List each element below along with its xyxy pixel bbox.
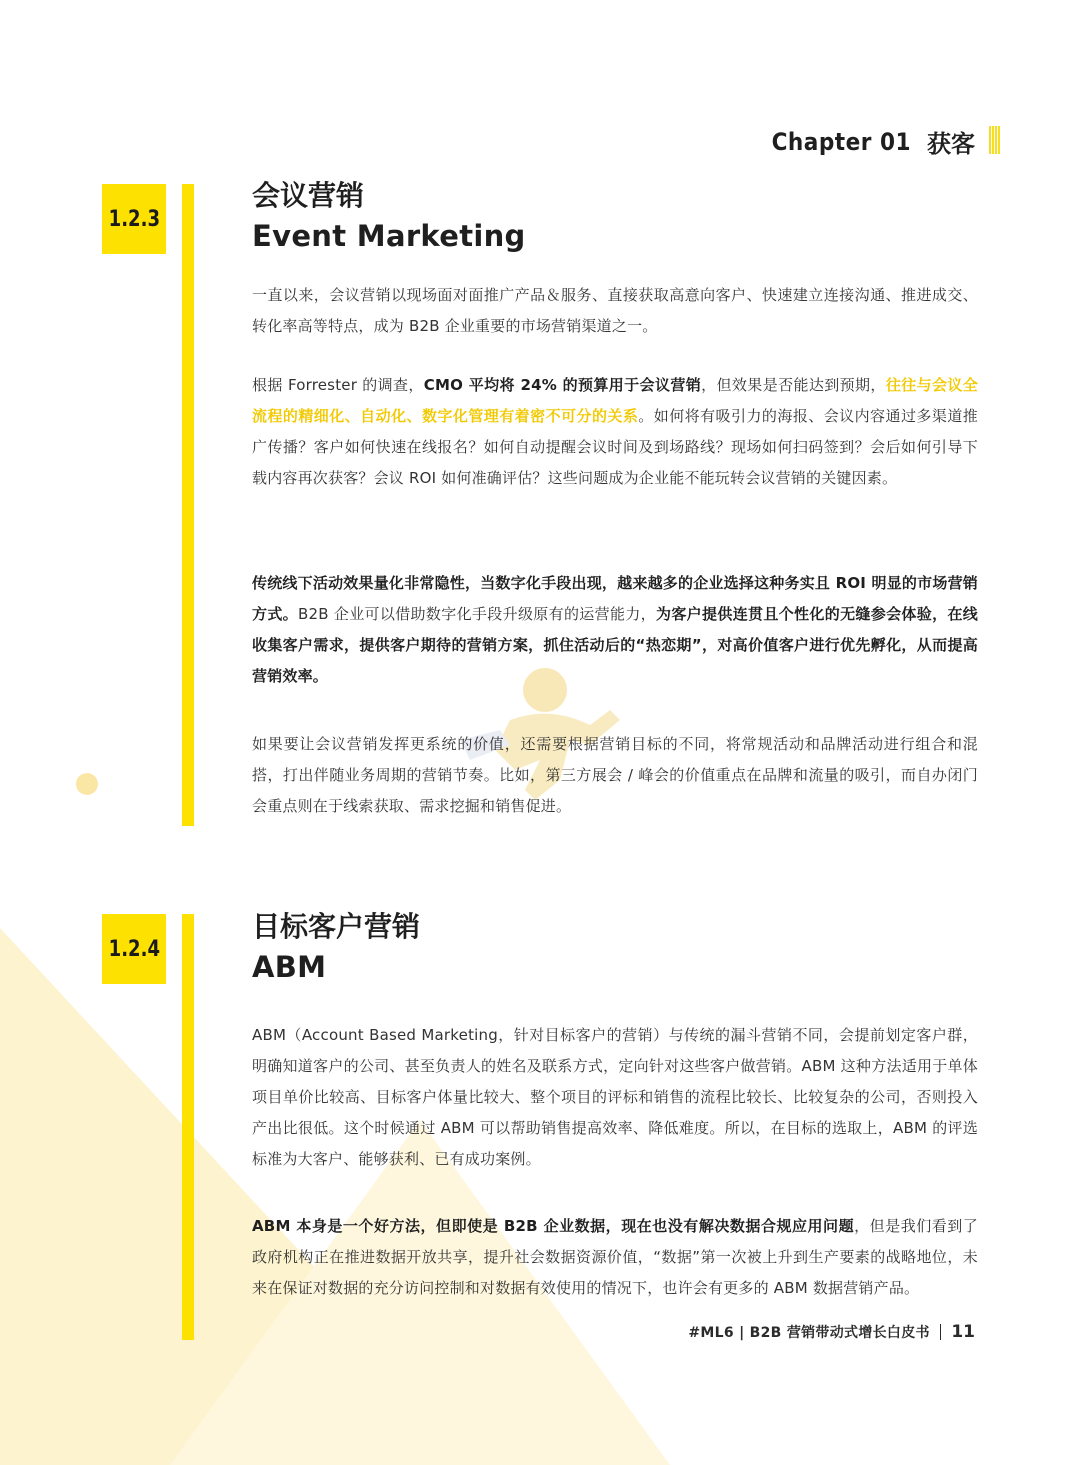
page-number: 11 — [951, 1322, 975, 1342]
text-run: ，但效果是否能达到预期， — [701, 376, 886, 394]
footer-title: #ML6 | B2B 营销带动式增长白皮书 — [688, 1325, 930, 1341]
section-title-en: Event Marketing — [252, 219, 526, 253]
section-title-cn: 目标客户营销 — [252, 910, 421, 943]
chapter-title: 获客 — [927, 130, 975, 158]
chapter-accent-bar — [989, 126, 1001, 154]
paragraph: ABM（Account Based Marketing，针对目标客户的营销）与传统的漏斗营销不同，会提前划定客户群，明确知道客户的公司、甚至负责人的姓名及联系方式，定向针对这些客户做营销。ABM 这种方法适用于单体项目单价比较高、目标客户体量比较大、整个项目的评标和销售的流程比较长、比较复杂的公司，否则投入产出比很低。这个时候通过 ABM 可以帮助销售提高效率、降低难度。所以，在目标的选取上，ABM 的评选标准为大客户、能够获利、已有成功案例。 — [252, 1026, 978, 1168]
paragraph — [252, 370, 978, 494]
section-number: 1.2.4 — [108, 936, 160, 962]
chapter-label: Chapter 01 — [771, 127, 911, 156]
paragraph: 一直以来，会议营销以现场面对面推广产品＆服务、直接获取高意向客户、快速建立连接沟通、推进成交、转化率高等特点，成为 B2B 企业重要的市场营销渠道之一。 — [252, 286, 978, 335]
paragraph — [252, 1211, 978, 1304]
bold-text: CMO 平均将 24% 的预算用于会议营销 — [423, 376, 702, 394]
section-number-badge — [102, 184, 166, 254]
text-run: 。如何将有吸引力的海报、会议内容通过多渠道推广传播？客户如何快速在线报名？如何自动提醒会议时间及到场路线？现场如何扫码签到？会后如何引导下载内容再次获客？会议 ROI 如何准确评估？这些问题成为企业能不能玩转会议营销的关键因素。 — [252, 407, 978, 487]
section-title-en: ABM — [252, 950, 327, 984]
decorative-dot — [76, 773, 98, 795]
section-title — [252, 177, 526, 257]
chapter-header — [772, 124, 975, 159]
section-vertical-bar — [182, 184, 194, 826]
section-title — [252, 908, 420, 988]
section-title-cn: 会议营销 — [252, 179, 365, 212]
bold-text: 为客户提供连贯且个性化的无缝参会体验，在线收集客户需求，提供客户期待的营销方案，抓住活动后的“热恋期”，对高价值客户进行优先孵化，从而提高营销效率。 — [252, 605, 978, 685]
text-run: B2B 企业可以借助数字化手段升级原有的运营能力， — [298, 605, 656, 623]
bold-text: ABM 本身是一个好方法，但即使是 B2B 企业数据，现在也没有解决数据合规应用问题 — [252, 1217, 855, 1235]
paragraph — [252, 568, 978, 692]
section-number-badge — [102, 914, 166, 984]
bold-text: 传统线下活动效果量化非常隐性，当数字化手段出现，越来越多的企业选择这种务实且 ROI 明显的市场营销方式。 — [252, 574, 978, 623]
footer-divider — [940, 1324, 942, 1340]
section-number: 1.2.3 — [108, 206, 160, 232]
paragraph: 如果要让会议营销发挥更系统的价值，还需要根据营销目标的不同，将常规活动和品牌活动进行组合和混搭，打出伴随业务周期的营销节奏。比如，第三方展会 / 峰会的价值重点在品牌和流量的吸引，而自办闭门会重点则在于线索获取、需求挖掘和销售促进。 — [252, 735, 978, 815]
page-footer — [688, 1322, 975, 1342]
text-run: ，但是我们看到了政府机构正在推进数据开放共享，提升社会数据资源价值，“数据”第一次被上升到生产要素的战略地位，未来在保证对数据的充分访问控制和对数据有效使用的情况下，也许会有更多的 ABM 数据营销产品。 — [252, 1217, 978, 1297]
text-run: 根据 Forrester 的调查， — [252, 376, 424, 394]
section-vertical-bar — [182, 914, 194, 1340]
highlight-text: 往往与会议全流程的精细化、自动化、数字化管理有着密不可分的关系 — [252, 376, 978, 425]
